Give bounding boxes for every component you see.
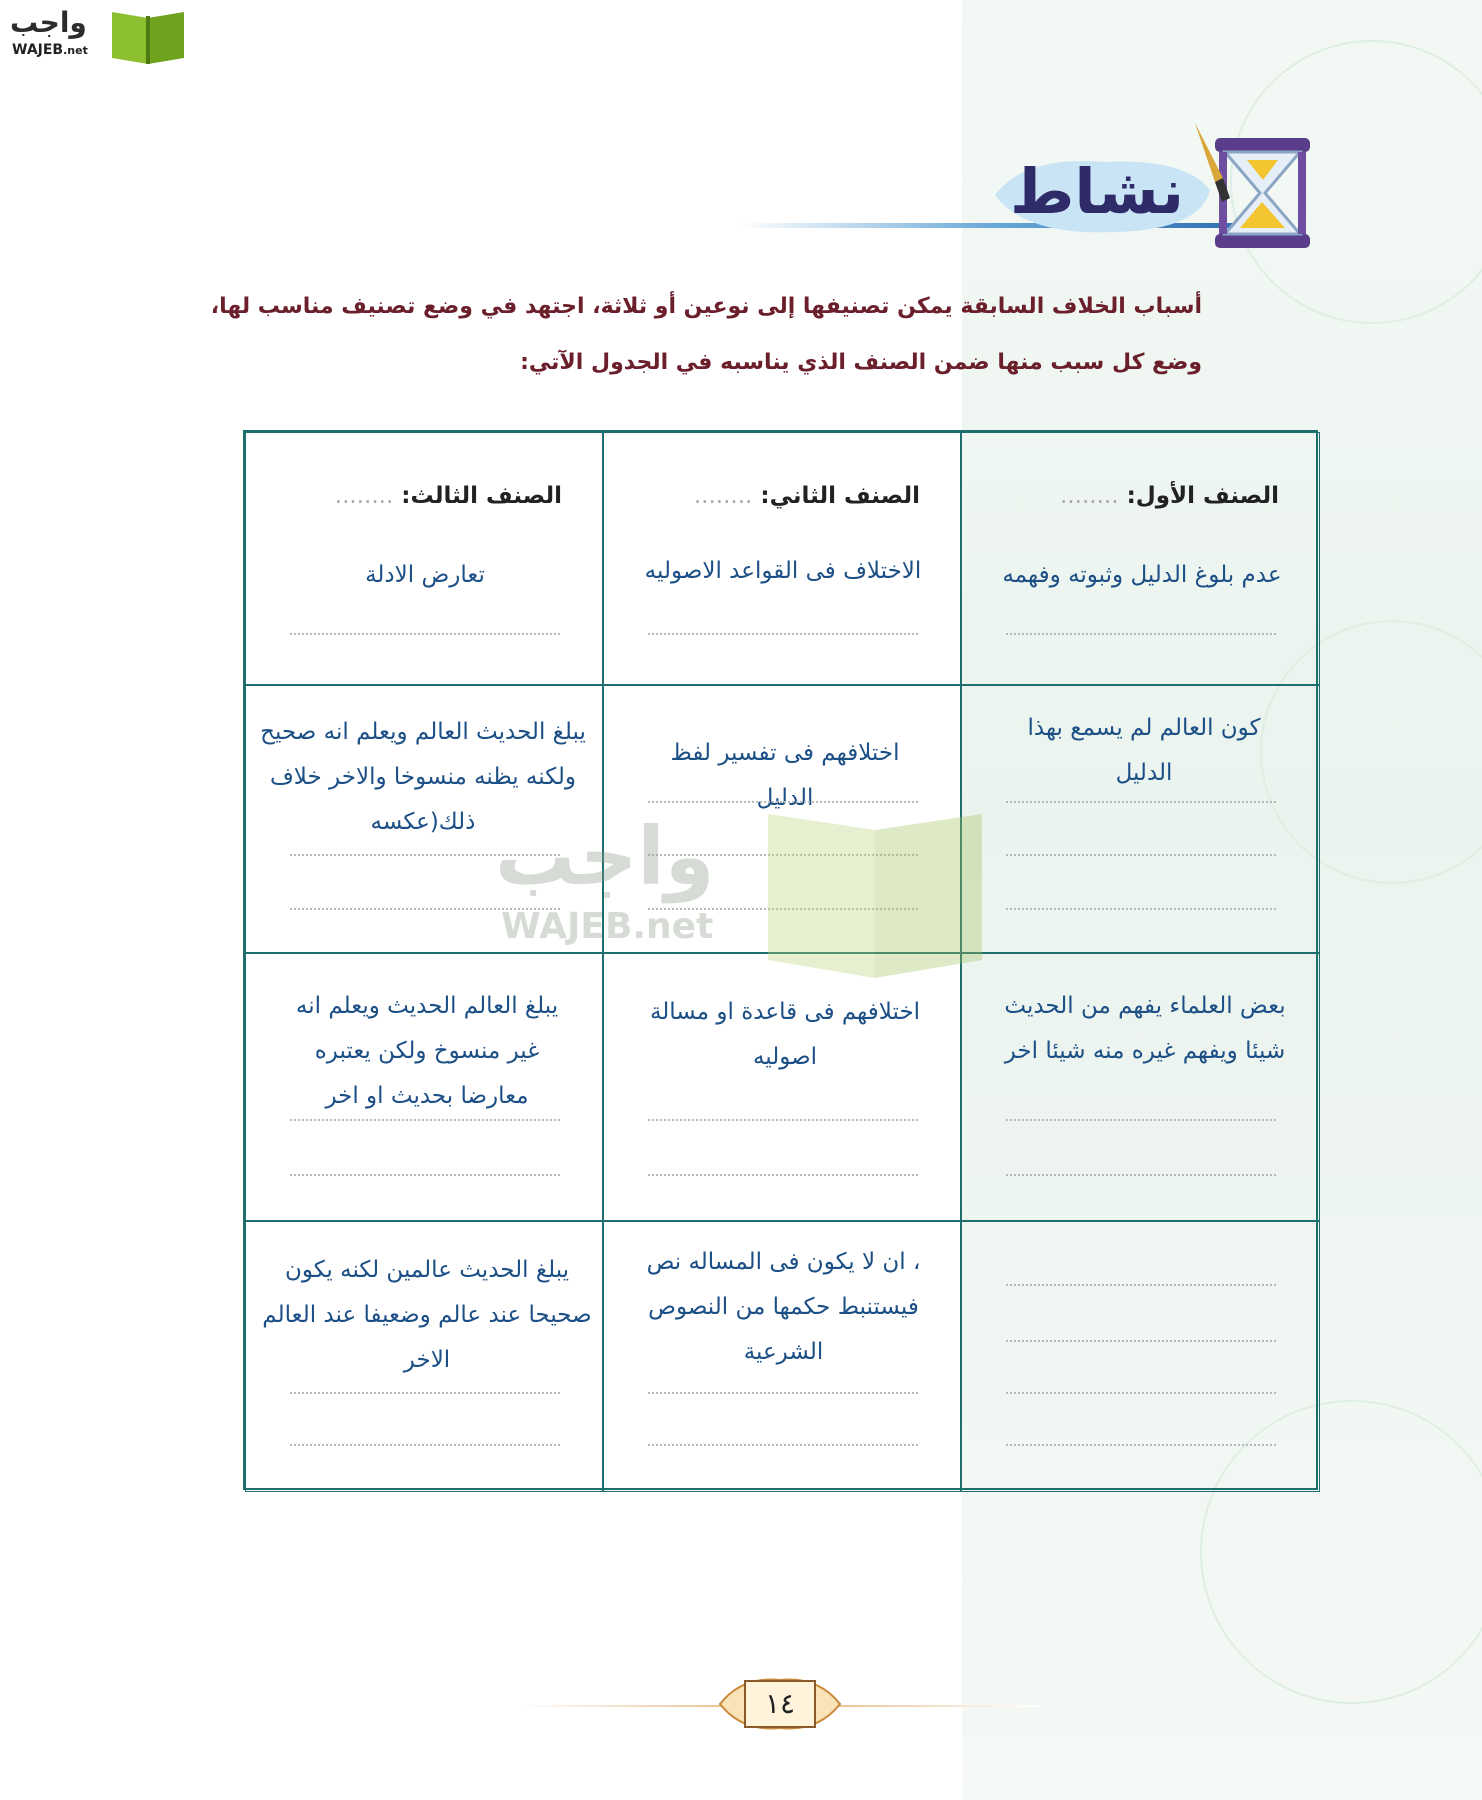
- watermark-arabic: واجب: [495, 810, 715, 903]
- handwritten-answer: تعارض الادلة: [365, 562, 485, 588]
- column-header-dots: ........: [334, 483, 394, 509]
- instruction-line-1: أسباب الخلاف السابقة يمكن تصنيفها إلى نوعين أو ثلاثة، اجتهد في وضع تصنيف مناسب لها،: [210, 294, 1202, 319]
- hourglass-pen-icon: [1185, 118, 1335, 268]
- dotted-line: [1006, 854, 1276, 856]
- handwritten-answer: اختلافهم فى تفسير لفظ الدليل: [670, 740, 900, 811]
- dotted-line: [1006, 1444, 1276, 1446]
- logo-latin: WAJEB: [12, 42, 64, 58]
- dotted-line: [1006, 908, 1276, 910]
- table-cell[interactable]: [961, 432, 1320, 685]
- column-header-dots: ........: [693, 483, 753, 509]
- column-header-dots: ........: [1060, 483, 1119, 509]
- dotted-line: [648, 1174, 918, 1176]
- dotted-line: [290, 633, 560, 635]
- column-header-1: [1060, 483, 1279, 509]
- column-header-3: [335, 483, 562, 509]
- table-cell[interactable]: [245, 1221, 603, 1492]
- dotted-line: [290, 1444, 560, 1446]
- dotted-line: [1006, 1392, 1276, 1394]
- table-cell[interactable]: [603, 1221, 961, 1492]
- page-number: ١٤: [744, 1680, 816, 1728]
- logo-tld: .net: [63, 44, 88, 57]
- dotted-line: [648, 801, 918, 803]
- dotted-line: [648, 1392, 918, 1394]
- column-header-2: [694, 483, 920, 509]
- dotted-line: [1006, 1340, 1276, 1342]
- table-cell[interactable]: [603, 432, 961, 685]
- table-cell[interactable]: [961, 685, 1320, 953]
- dotted-line: [290, 1392, 560, 1394]
- activity-title: نشاط: [1010, 155, 1185, 228]
- table-cell[interactable]: [245, 432, 603, 685]
- dotted-line: [1006, 1284, 1276, 1286]
- handwritten-answer: اختلافهم فى قاعدة او مسالة اصوليه: [649, 999, 921, 1070]
- handwritten-answer: كون العالم لم يسمع بهذا الدليل: [1027, 715, 1261, 786]
- column-header-label: الصنف الثالث:: [401, 483, 562, 509]
- dotted-line: [1006, 1174, 1276, 1176]
- table-cell[interactable]: [961, 1221, 1320, 1492]
- dotted-line: [1006, 633, 1276, 635]
- table-cell[interactable]: [603, 953, 961, 1221]
- column-header-label: الصنف الأول:: [1126, 483, 1279, 509]
- book-icon: [760, 810, 990, 980]
- book-icon: [108, 8, 188, 66]
- table-cell[interactable]: [245, 953, 603, 1221]
- dotted-line: [290, 1174, 560, 1176]
- table-cell[interactable]: [961, 953, 1320, 1221]
- site-logo[interactable]: [10, 6, 190, 68]
- dotted-line: [1006, 801, 1276, 803]
- handwritten-answer: يبلغ الحديث العالم ويعلم انه صحيح ولكنه يظنه منسوخا والاخر خلاف ذلك(عكسه: [260, 719, 586, 835]
- dotted-line: [648, 1119, 918, 1121]
- logo-latin-text: [12, 42, 88, 58]
- dotted-line: [1006, 1119, 1276, 1121]
- watermark-latin: WAJEB.net: [501, 906, 714, 947]
- logo-arabic-text: واجب: [10, 6, 87, 39]
- handwritten-answer: يبلغ الحديث عالمين لكنه يكون صحيحا عند عالم وضعيفا عند العالم الاخر: [262, 1257, 592, 1373]
- dotted-line: [290, 1119, 560, 1121]
- column-header-label: الصنف الثاني:: [760, 483, 920, 509]
- handwritten-answer: الاختلاف فى القواعد الاصوليه: [644, 558, 922, 584]
- handwritten-answer: بعض العلماء يفهم من الحديث شيئا ويفهم غيره منه شيئا اخر: [1004, 993, 1286, 1064]
- handwritten-answer: يبلغ العالم الحديث ويعلم انه غير منسوخ ولكن يعتبره معارضا بحديث او اخر: [295, 993, 559, 1109]
- handwritten-answer: ، ان لا يكون فى المساله نص فيستنبط حكمها من النصوص الشرعية: [646, 1249, 921, 1365]
- handwritten-answer: عدم بلوغ الدليل وثبوته وفهمه: [1002, 562, 1282, 588]
- dotted-line: [648, 1444, 918, 1446]
- instruction-line-2: وضع كل سبب منها ضمن الصنف الذي يناسبه في الجدول الآتي:: [520, 350, 1202, 375]
- dotted-line: [648, 633, 918, 635]
